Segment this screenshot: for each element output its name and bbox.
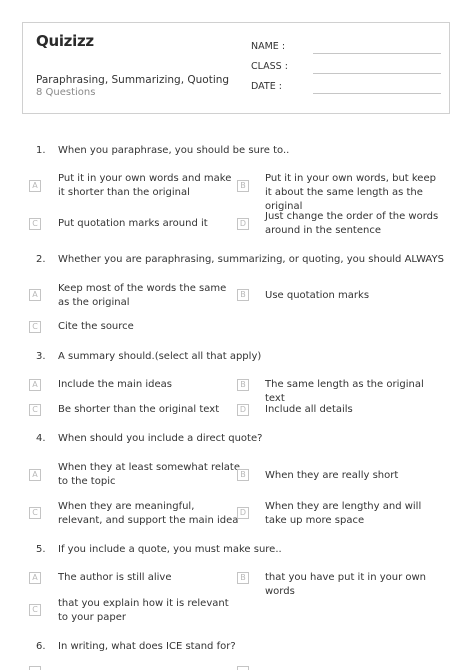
option-2a-checkbox[interactable]: A: [29, 289, 41, 301]
option-1c-checkbox[interactable]: C: [29, 218, 41, 230]
option-5b-checkbox[interactable]: B: [237, 572, 249, 584]
option-4b-checkbox[interactable]: B: [237, 469, 249, 481]
quizizz-logo: Quizizz: [36, 32, 94, 50]
question-1-text: When you paraphrase, you should be sure to..: [58, 145, 290, 156]
question-4-text: When should you include a direct quote?: [58, 433, 263, 444]
option-1a-text: Put it in your own words and make it shorter than the original: [58, 173, 232, 198]
option-1d-checkbox[interactable]: D: [237, 218, 249, 230]
date-field[interactable]: [251, 81, 441, 93]
option-3b-text: The same length as the original text: [265, 379, 424, 404]
option-4c-checkbox[interactable]: C: [29, 507, 41, 519]
question-2-text: Whether you are paraphrasing, summarizing, or quoting, you should ALWAYS: [58, 254, 444, 265]
option-6b-checkbox-partial[interactable]: [237, 666, 249, 670]
option-3a-checkbox[interactable]: A: [29, 379, 41, 391]
option-3d-checkbox[interactable]: D: [237, 404, 249, 416]
option-5a-text: The author is still alive: [58, 572, 172, 583]
question-3-text: A summary should.(select all that apply): [58, 351, 262, 362]
option-3c-checkbox[interactable]: C: [29, 404, 41, 416]
option-2c-checkbox[interactable]: C: [29, 321, 41, 333]
question-6-text: In writing, what does ICE stand for?: [58, 641, 236, 652]
option-4a-checkbox[interactable]: A: [29, 469, 41, 481]
option-2c-text: Cite the source: [58, 321, 134, 332]
option-4d-checkbox[interactable]: D: [237, 507, 249, 519]
question-1-number: 1.: [36, 145, 46, 156]
option-4a-text: When they at least somewhat relate to the topic: [58, 462, 240, 487]
question-count: 8 Questions: [36, 87, 96, 98]
option-6a-checkbox-partial[interactable]: [29, 666, 41, 670]
class-label: CLASS :: [251, 61, 288, 72]
option-4b-text: When they are really short: [265, 470, 399, 481]
option-2b-text: Use quotation marks: [265, 290, 370, 301]
question-3-number: 3.: [36, 351, 46, 362]
class-field[interactable]: [251, 61, 441, 73]
option-1b-text: Put it in your own words, but keep it about the same length as the original: [265, 173, 436, 212]
option-5a-checkbox[interactable]: A: [29, 572, 41, 584]
option-1d-text: Just change the order of the words around in the sentence: [265, 211, 439, 236]
option-1c-text: Put quotation marks around it: [58, 218, 208, 229]
name-field[interactable]: [251, 41, 441, 53]
question-4-number: 4.: [36, 433, 46, 444]
worksheet-header: [22, 22, 450, 114]
option-2a-text: Keep most of the words the same as the original: [58, 283, 227, 308]
option-3c-text: Be shorter than the original text: [58, 404, 220, 415]
option-1a-checkbox[interactable]: A: [29, 180, 41, 192]
option-3a-text: Include the main ideas: [58, 379, 172, 390]
name-label: NAME :: [251, 41, 286, 52]
question-5-number: 5.: [36, 544, 46, 555]
option-5c-checkbox[interactable]: C: [29, 604, 41, 616]
question-5-text: If you include a quote, you must make sure..: [58, 544, 282, 555]
option-5c-text: that you explain how it is relevant to your paper: [58, 598, 229, 623]
date-line[interactable]: [313, 93, 441, 94]
question-2-number: 2.: [36, 254, 46, 265]
option-4c-text: When they are meaningful, relevant, and support the main idea: [58, 501, 239, 526]
option-1b-checkbox[interactable]: B: [237, 180, 249, 192]
date-label: DATE :: [251, 81, 282, 92]
worksheet-title: Paraphrasing, Summarizing, Quoting: [36, 74, 230, 86]
class-line[interactable]: [313, 73, 441, 74]
option-2b-checkbox[interactable]: B: [237, 289, 249, 301]
option-5b-text: that you have put it in your own words: [265, 572, 427, 597]
option-3d-text: Include all details: [265, 404, 353, 415]
name-line[interactable]: [313, 53, 441, 54]
question-6-number: 6.: [36, 641, 46, 652]
option-3b-checkbox[interactable]: B: [237, 379, 249, 391]
option-4d-text: When they are lengthy and will take up more space: [265, 501, 422, 526]
